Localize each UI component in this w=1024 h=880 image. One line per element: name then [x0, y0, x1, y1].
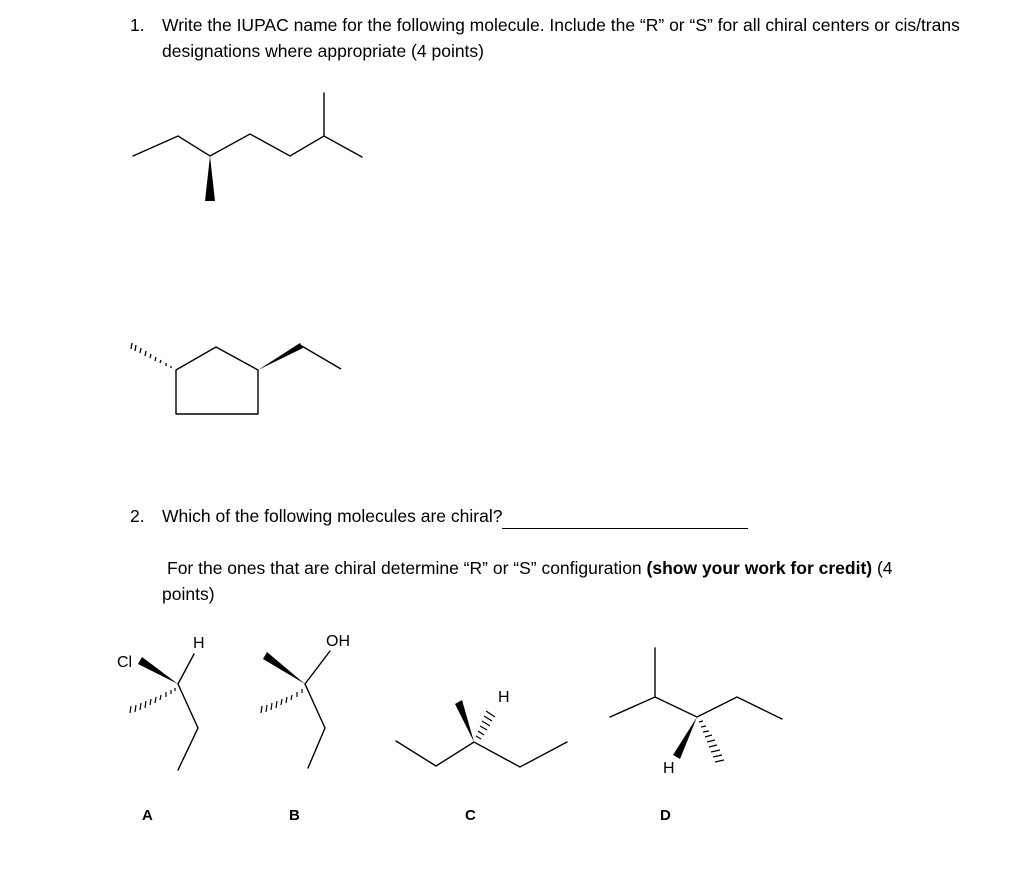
molecule-d-h-label: H: [663, 760, 675, 777]
molecule-1-skeleton: [133, 93, 362, 157]
molecule-c-hash-bond: [476, 711, 495, 739]
question-2-text: Which of the following molecules are chiral?: [162, 506, 503, 526]
molecule-b-label: B: [289, 807, 300, 824]
molecule-2-ring: [176, 345, 341, 414]
molecule-a-h-label: H: [193, 635, 205, 652]
molecule-b-hash-bond: [261, 689, 302, 713]
molecule-c-wedge-bond: [455, 700, 474, 742]
molecule-c-label: C: [465, 807, 476, 824]
question-1-number: 1.: [130, 15, 145, 35]
molecule-a-wedge-bond: [138, 657, 178, 684]
molecule-a-hash-bond: [130, 688, 175, 713]
molecule-a: [117, 635, 205, 824]
instruction-tail: (4 points): [162, 558, 893, 604]
molecule-b-wedge-bond: [263, 652, 305, 684]
molecule-d-hash-bond: [699, 721, 724, 762]
molecule-c-h-label: H: [498, 689, 510, 706]
molecule-a-label: A: [142, 807, 153, 824]
molecule-1-main-chain: [133, 134, 362, 157]
molecule-b: [261, 633, 350, 824]
cyclopentane-ring: [176, 347, 258, 414]
molecule-b-oh-label: OH: [326, 633, 350, 650]
molecule-c: [396, 689, 567, 824]
molecule-d-label: D: [660, 807, 671, 824]
molecule-1-wedge-bond: [205, 156, 215, 201]
question-2-number: 2.: [130, 506, 145, 526]
instruction-bold: (show your work for credit): [646, 558, 873, 578]
molecule-2-hash-bond: [131, 343, 171, 368]
molecule-d: [610, 648, 782, 824]
molecule-d-wedge-bond: [673, 717, 697, 759]
molecule-2-wedge-bond: [258, 343, 303, 370]
instruction-plain: For the ones that are chiral determine “R” or “S” configuration: [167, 558, 642, 578]
molecule-2-ethyl-end: [300, 345, 341, 369]
molecule-a-cl-label: Cl: [117, 654, 133, 671]
question-1-text: Write the IUPAC name for the following molecule. Include the “R” or “S” for all chiral centers or cis/trans designations where appropriate (4 points): [162, 15, 960, 61]
